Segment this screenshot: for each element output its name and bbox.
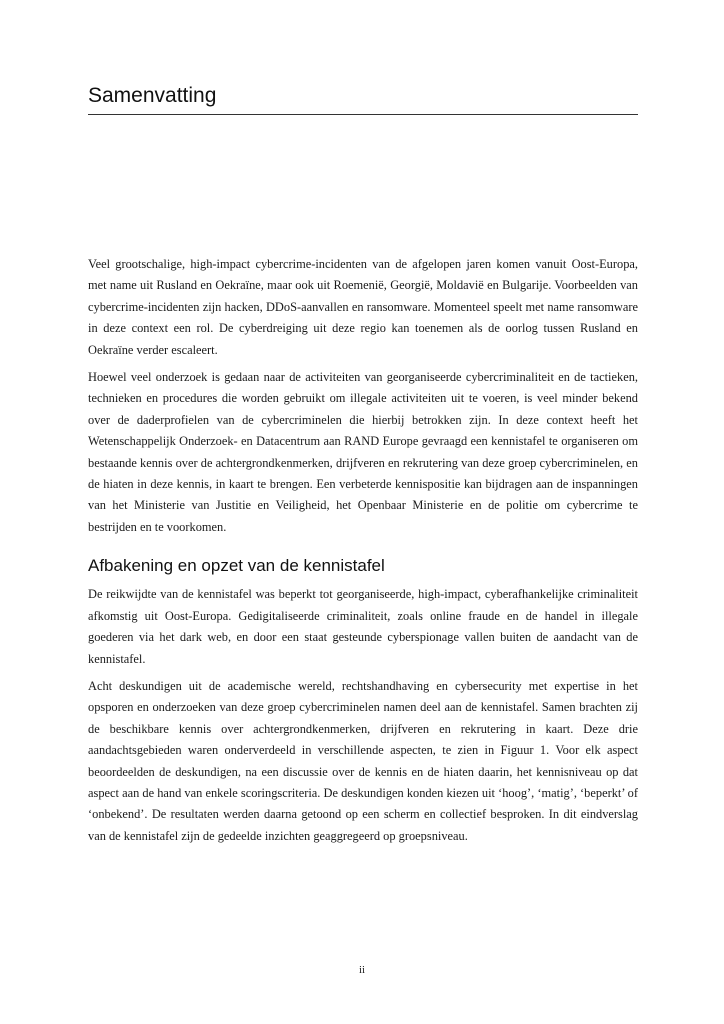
intro-paragraph-1: Veel grootschalige, high-impact cybercrime-incidenten van de afgelopen jaren komen vanuit Oost-Europa, met name uit Rusland en Oekraïne, maar ook uit Roemenië, Georgië, Moldavië en Bulgarije. Voorbeelden van cybercrime-incidenten zijn hacken, DDoS-aanvallen en ransomware. Momenteel speelt met name ransomware in deze context een rol. De cyberdreiging uit deze regio kan toenemen als de oorlog tussen Rusland en Oekraïne verder escaleert.	[88, 257, 638, 357]
page-title: Samenvatting	[88, 84, 638, 115]
section-paragraph-1: De reikwijdte van de kennistafel was beperkt tot georganiseerde, high-impact, cyberafhankelijke criminaliteit afkomstig uit Oost-Europa. Gedigitaliseerde criminaliteit, zoals online fraude en de handel in illegale goederen via het dark web, en door een staat gesteunde cyberspionage vallen buiten de aandacht van de kennistafel.	[88, 587, 638, 666]
section-paragraph-2: Acht deskundigen uit de academische wereld, rechtshandhaving en cybersecurity met expertise in het opsporen en onderzoeken van deze groep cybercriminelen namen deel aan de kennistafel. Samen brachten zij de beschikbare kennis over achtergrondkenmerken, drijfveren en rekrutering in kaart. Deze drie aandachtsgebieden waren onderverdeeld in verschillende aspecten, te zien in Figuur 1. Voor elk aspect beoordeelden de deskundigen, na een discussie over de kennis en de hiaten daarin, het kennisniveau op dat aspect aan de hand van enkele scoringscriteria. De deskundigen konden kiezen uit ‘hoog’, ‘matig’, ‘beperkt’ of ‘onbekend’. De resultaten werden daarna getoond op een scherm en collectief besproken. In dit eindverslag van de kennistafel zijn de gedeelde inzichten geaggregeerd op groepsniveau.	[88, 678, 638, 843]
page-number: ii	[358, 964, 366, 976]
section-heading: Afbakening en opzet van de kennistafel	[88, 556, 385, 576]
intro-paragraph-2: Hoewel veel onderzoek is gedaan naar de activiteiten van georganiseerde cybercriminaliteit en de tactieken, technieken en procedures die worden gebruikt om illegale activiteiten uit te voeren, is veel minder bekend over de daderprofielen van de cybercriminelen die hierbij betrokken zijn. In deze context heeft het Wetenschappelijk Onderzoek- en Datacentrum aan RAND Europe gevraagd een kennistafel te organiseren om bestaande kennis over de achtergrondkenmerken, drijfveren en rekrutering van deze groep cybercriminelen, en de hiaten in deze kennis, in kaart te brengen. Een verbeterde kennispositie kan bijdragen aan de inspanningen van het Ministerie van Justitie en Veiligheid, het Openbaar Ministerie en de politie om cybercrime te bestrijden en te voorkomen.	[88, 370, 638, 534]
document-body	[88, 254, 638, 853]
